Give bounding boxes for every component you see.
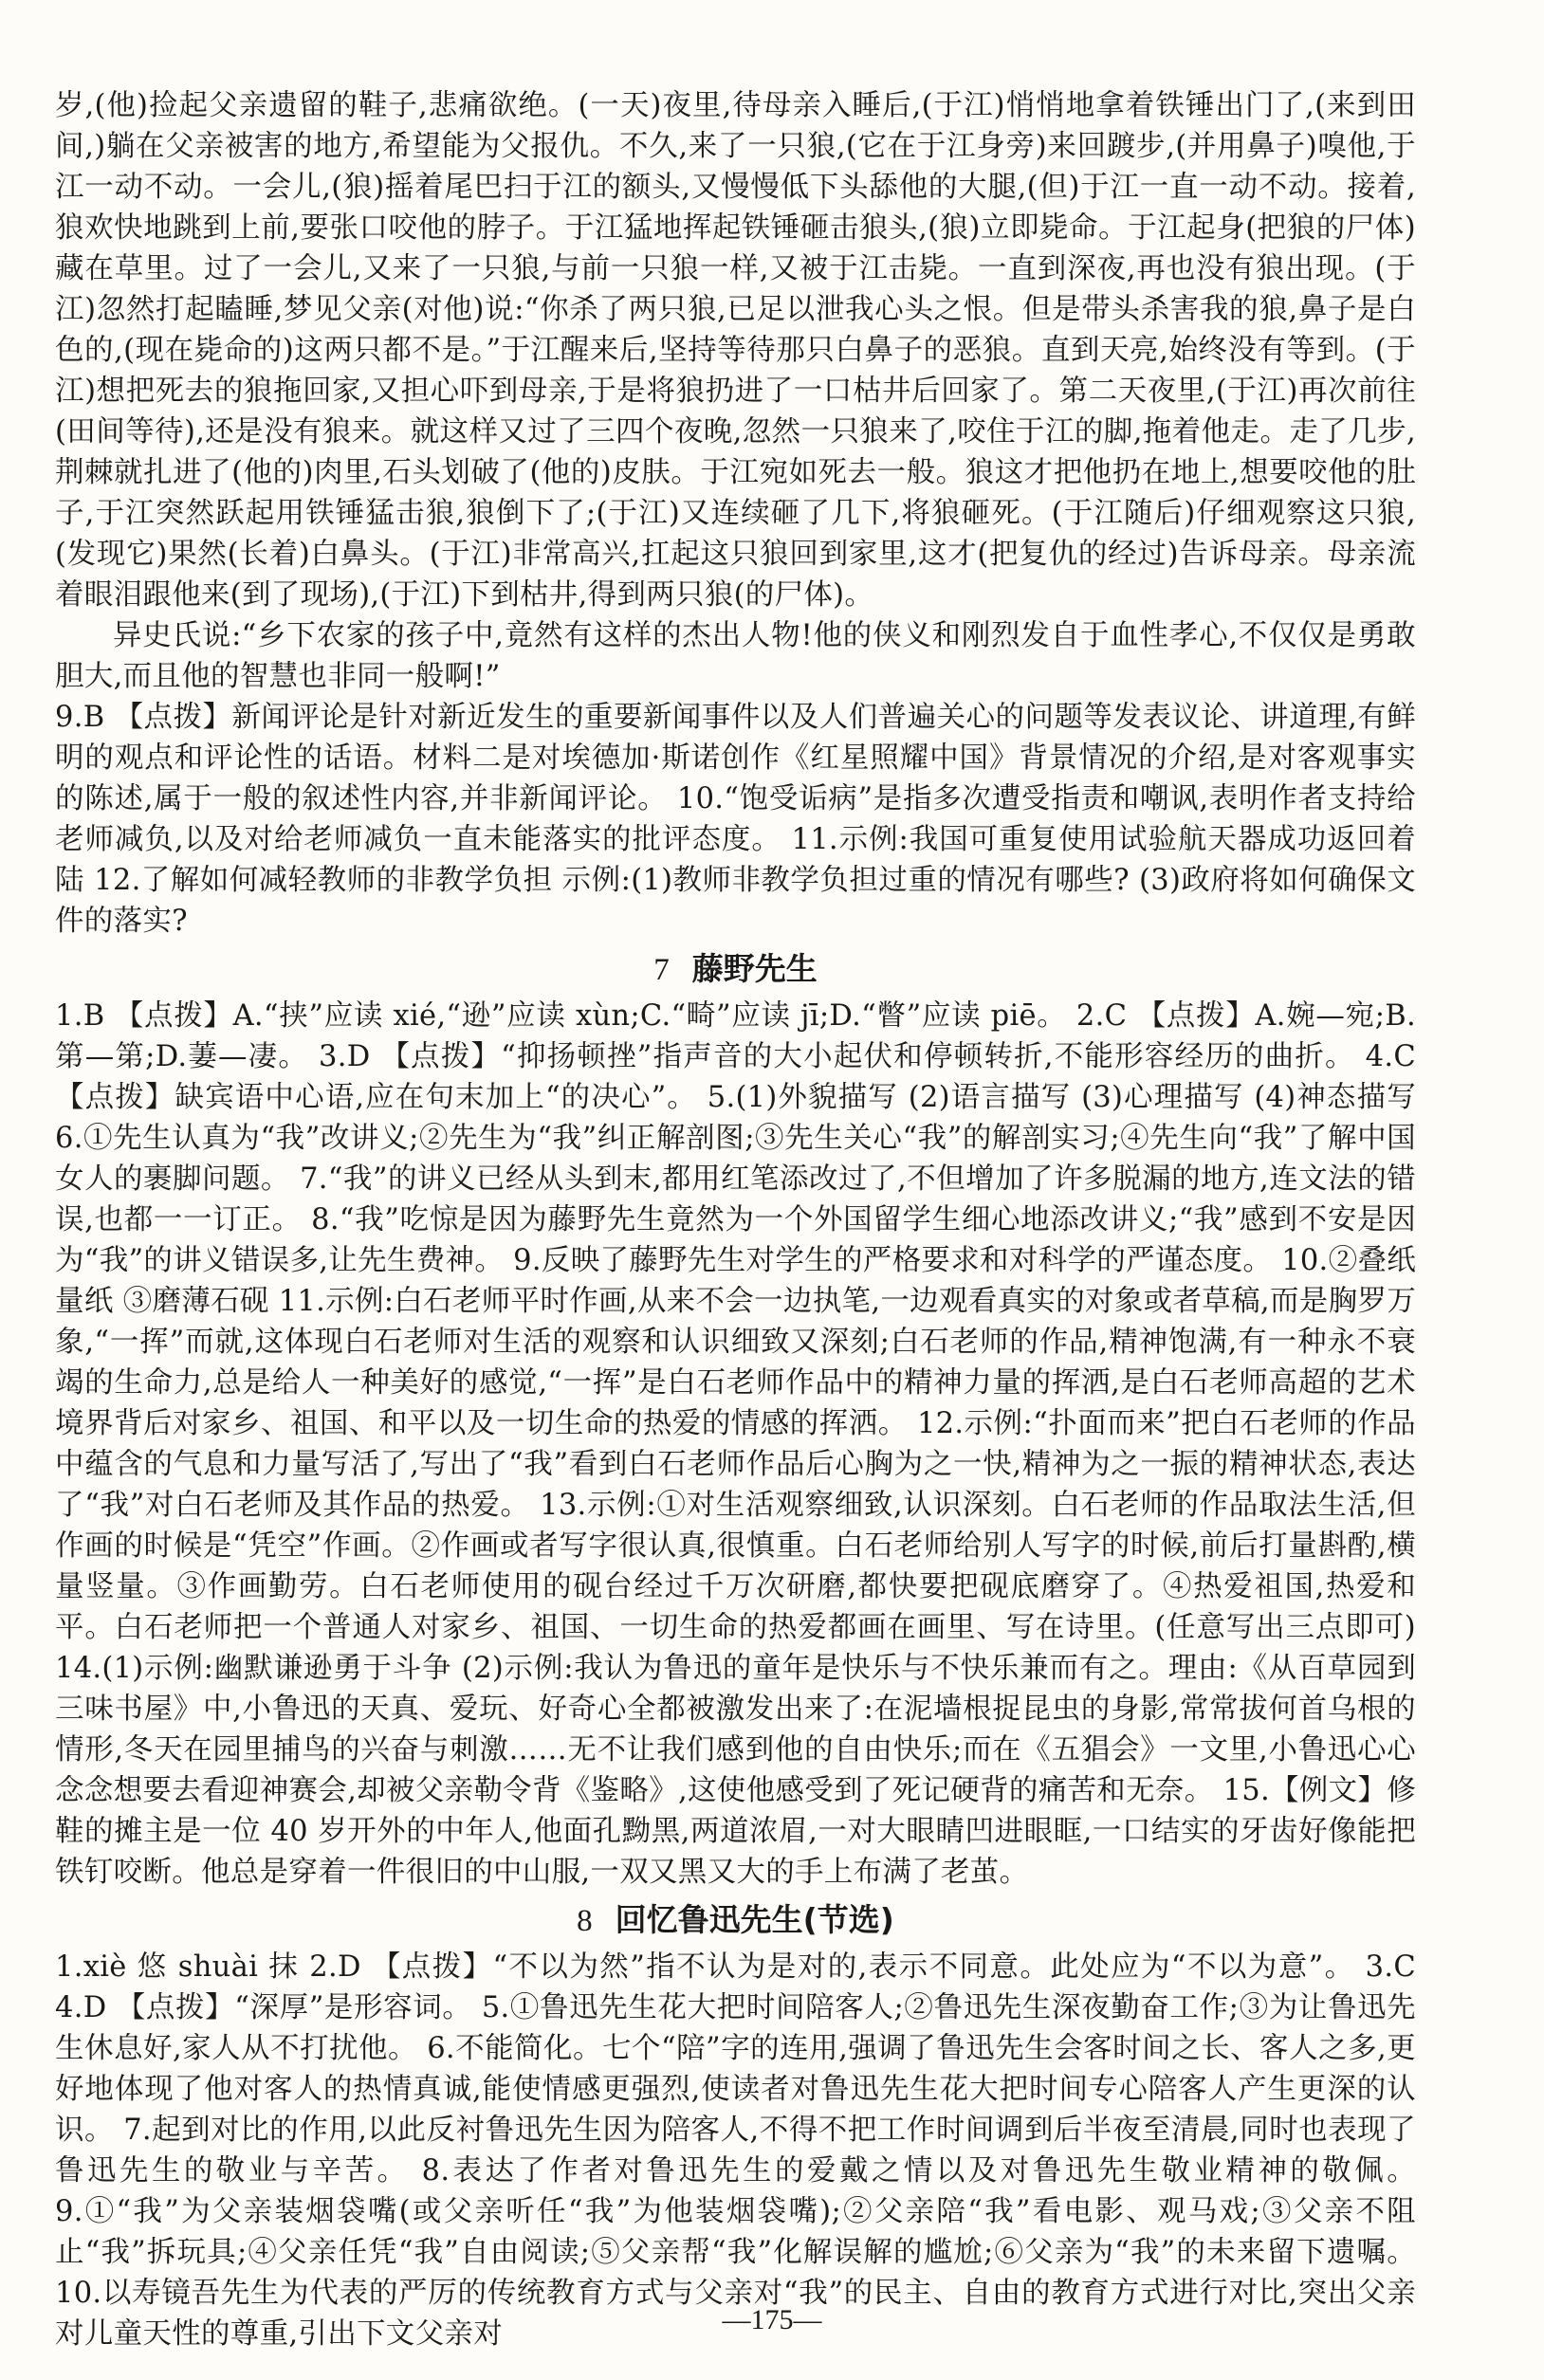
section-7-number: 7 [653, 953, 670, 987]
section-7-title: 藤野先生 [691, 950, 818, 987]
section-7-heading [55, 945, 1416, 994]
section-8-answers: 1.xiè 悠 shuài 抹 2.D 【点拨】“不以为然”指不认为是对的,表示不同意。此处应为“不以为意”。 3.C 4.D 【点拨】“深厚”是形容词。 5.①鲁迅先生花大把时间陪客人;②鲁迅先生深夜勤奋工作;③为让鲁迅先生休息好,家人从不打扰他。 6.不能简化。七个“陪”字的连用,强调了鲁迅先生会客时间之长、客人之多,更好地体现了他对客人的热情真诚,能使情感更强烈,使读者对鲁迅先生花大把时间专心陪客人产生更深的认识。 7.起到对比的作用,以此反衬鲁迅先生因为陪客人,不得不把工作时间调到后半夜至清晨,同时也表现了鲁迅先生的敬业与辛苦。 8.表达了作者对鲁迅先生的爱戴之情以及对鲁迅先生敬业精神的敬佩。 9.①“我”为父亲装烟袋嘴(或父亲听任“我”为他装烟袋嘴);②父亲陪“我”看电影、观马戏;③父亲不阻止“我”拆玩具;④父亲任凭“我”自由阅读;⑤父亲帮“我”化解误解的尴尬;⑥父亲为“我”的未来留下遗嘱。 10.以寿镜吾先生为代表的严厉的传统教育方式与父亲对“我”的民主、自由的教育方式进行对比,突出父亲对儿童天性的尊重,引出下文父亲对 [55, 1950, 1416, 2351]
translation-paragraph: 岁,(他)捡起父亲遗留的鞋子,悲痛欲绝。(一天)夜里,待母亲入睡后,(于江)悄悄地拿着铁锤出门了,(来到田间,)躺在父亲被害的地方,希望能为父报仇。不久,来了一只狼,(它在于江身旁)来回踱步,(并用鼻子)嗅他,于江一动不动。一会儿,(狼)摇着尾巴扫于江的额头,又慢慢低下头舔他的大腿,(但)于江一直一动不动。接着,狼欢快地跳到上前,要张口咬他的脖子。于江猛地挥起铁锤砸击狼头,(狼)立即毙命。于江起身(把狼的尸体)藏在草里。过了一会儿,又来了一只狼,与前一只狼一样,又被于江击毙。一直到深夜,再也没有狼出现。(于江)忽然打起瞌睡,梦见父亲(对他)说:“你杀了两只狼,已足以泄我心头之恨。但是带头杀害我的狼,鼻子是白色的,(现在毙命的)这两只都不是。”于江醒来后,坚持等待那只白鼻子的恶狼。直到天亮,始终没有等到。(于江)想把死去的狼拖回家,又担心吓到母亲,于是将狼扔进了一口枯井后回家了。第二天夜里,(于江)再次前往(田间等待),还是没有狼来。就这样又过了三四个夜晚,忽然一只狼来了,咬住于江的脚,拖着他走。走了几步,荆棘就扎进了(他的)肉里,石头划破了(他的)皮肤。于江宛如死去一般。狼这才把他扔在地上,想要咬他的肚子,于江突然跃起用铁锤猛击狼,狼倒下了;(于江)又连续砸了几下,将狼砸死。(于江随后)仔细观察这只狼,(发现它)果然(长着)白鼻头。(于江)非常高兴,扛起这只狼回到家里,这才(把复仇的经过)告诉母亲。母亲流着眼泪跟他来(到了现场),(于江)下到枯井,得到两只狼(的尸体)。 [55, 89, 1416, 612]
section-8-title: 回忆鲁迅先生(节选) [615, 1901, 894, 1938]
answers-block-6: 9.B 【点拨】新闻评论是针对新近发生的重要新闻事件以及人们普遍关心的问题等发表议论、讲道理,有鲜明的观点和评论性的话语。材料二是对埃德加·斯诺创作《红星照耀中国》背景情况的介绍,是对客观事实的陈述,属于一般的叙述性内容,并非新闻评论。 10.“饱受诟病”是指多次遭受指责和嘲讽,表明作者支持给老师减负,以及对给老师减负一直未能落实的批评态度。 11.示例:我国可重复使用试验航天器成功返回着陆 12.了解如何减轻教师的非教学负担 示例:(1)教师非教学负担过重的情况有哪些? (3)政府将如何确保文件的落实? [55, 701, 1416, 938]
page-number: —175— [722, 2304, 822, 2335]
section-7-answers: 1.B 【点拨】A.“挟”应读 xié,“逊”应读 xùn;C.“畸”应读 jī;D.“瞥”应读 piē。 2.C 【点拨】A.婉—宛;B.第—第;D.萋—凄。 3.D 【点拨】“抑扬顿挫”指声音的大小起伏和停顿转折,不能形容经历的曲折。 4.C 【点拨】缺宾语中心语,应在句末加上“的决心”。 5.(1)外貌描写 (2)语言描写 (3)心理描写 (4)神态描写 6.①先生认真为“我”改讲义;②先生为“我”纠正解剖图;③先生关心“我”的解剖实习;④先生向“我”了解中国女人的裹脚问题。 7.“我”的讲义已经从头到末,都用红笔添改过了,不但增加了许多脱漏的地方,连文法的错误,也都一一订正。 8.“我”吃惊是因为藤野先生竟然为一个外国留学生细心地添改讲义;“我”感到不安是因为“我”的讲义错误多,让先生费神。 9.反映了藤野先生对学生的严格要求和对科学的严谨态度。 10.②叠纸量纸 ③磨薄石砚 11.示例:白石老师平时作画,从来不会一边执笔,一边观看真实的对象或者草稿,而是胸罗万象,“一挥”而就,这体现白石老师对生活的观察和认识细致又深刻;白石老师的作品,精神饱满,有一种永不衰竭的生命力,总是给人一种美好的感觉,“一挥”是白石老师作品中的精神力量的挥洒,是白石老师高超的艺术境界背后对家乡、祖国、和平以及一切生命的热爱的情感的挥洒。 12.示例:“扑面而来”把白石老师的作品中蕴含的气息和力量写活了,写出了“我”看到白石老师作品后心胸为之一快,精神为之一振的精神状态,表达了“我”对白石老师及其作品的热爱。 13.示例:①对生活观察细致,认识深刻。白石老师的作品取法生活,但作画的时候是“凭空”作画。②作画或者写字很认真,很慎重。白石老师给别人写字的时候,前后打量斟酌,横量竖量。③作画勤劳。白石老师使用的砚台经过千万次研磨,都快要把砚底磨穿了。④热爱祖国,热爱和平。白石老师把一个普通人对家乡、祖国、一切生命的热爱都画在画里、写在诗里。(任意写出三点即可) 14.(1)示例:幽默谦逊勇于斗争 (2)示例:我认为鲁迅的童年是快乐与不快乐兼而有之。理由:《从百草园到三味书屋》中,小鲁迅的天真、爱玩、好奇心全都被激发出来了:在泥墙根捉昆虫的身影,常常拔何首乌根的情形,冬天在园里捕鸟的兴奋与刺激……无不让我们感到他的自由快乐;而在《五猖会》一文里,小鲁迅心心念念想要去看迎神赛会,却被父亲勒令背《鉴略》,这使他感受到了死记硬背的痛苦和无奈。 15.【例文】修鞋的摊主是一位 40 岁开外的中年人,他面孔黝黑,两道浓眉,一对大眼睛凹进眼眶,一口结实的牙齿好像能把铁钉咬断。他总是穿着一件很旧的中山服,一双又黑又大的手上布满了老茧。 [55, 999, 1416, 1889]
section-8-heading [55, 1896, 1416, 1945]
section-8-number: 8 [577, 1904, 593, 1938]
commentary-paragraph: 异史氏说:“乡下农家的孩子中,竟然有这样的杰出人物!他的侠义和刚烈发自于血性孝心,不仅仅是勇敢胆大,而且他的智慧也非同一般啊!” [55, 619, 1416, 693]
